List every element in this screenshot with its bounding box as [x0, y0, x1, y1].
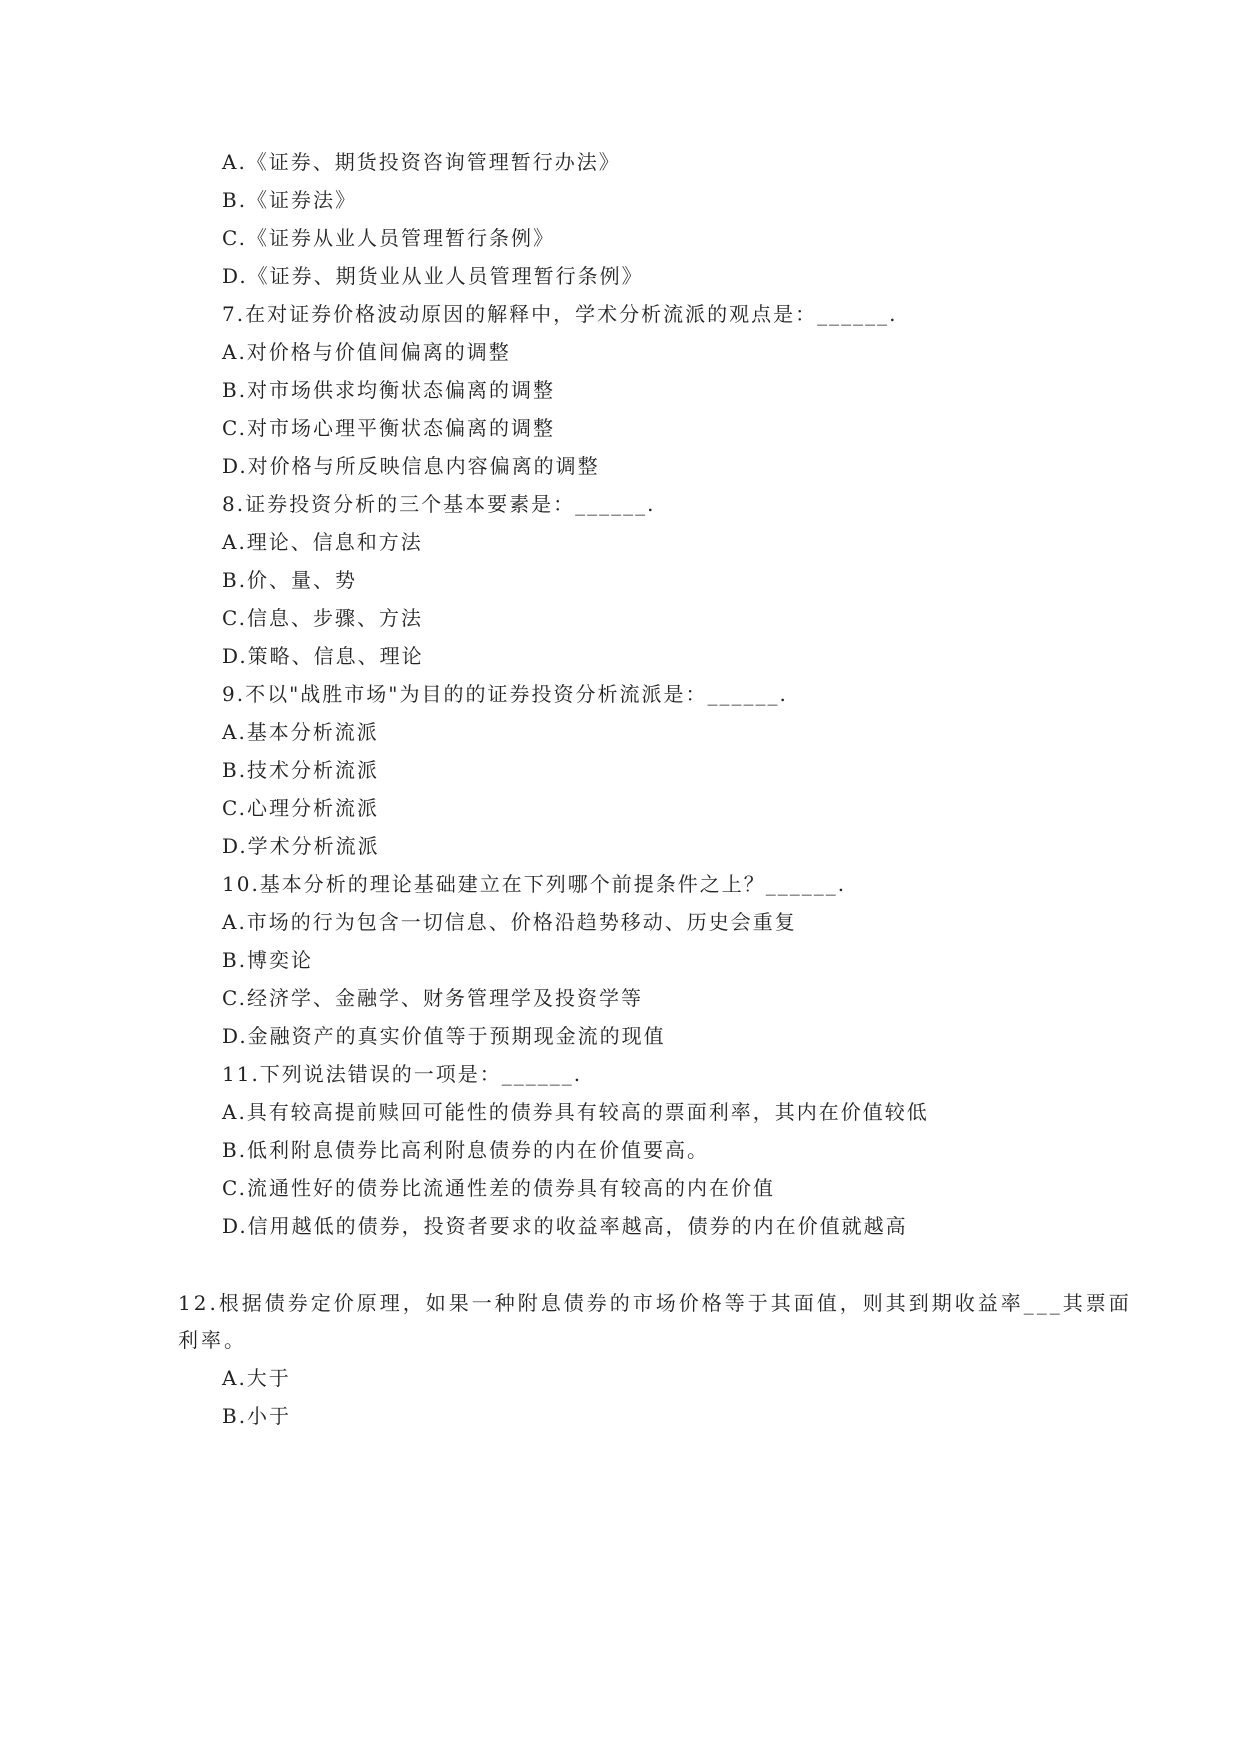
q8-option-a: A.理论、信息和方法 — [222, 530, 423, 554]
q12-question-line2: 利率。 — [178, 1328, 247, 1352]
q8-question: 8.证券投资分析的三个基本要素是：______. — [222, 492, 656, 516]
q9-option-c: C.心理分析流派 — [222, 796, 379, 820]
q11-option-d: D.信用越低的债券，投资者要求的收益率越高，债券的内在价值就越高 — [222, 1214, 908, 1238]
q11-question: 11.下列说法错误的一项是：______. — [222, 1062, 583, 1086]
q11-option-c: C.流通性好的债券比流通性差的债券具有较高的内在价值 — [222, 1176, 775, 1200]
q12-question-line1: 12.根据债券定价原理，如果一种附息债券的市场价格等于其面值，则其到期收益率___其票面 — [178, 1291, 1132, 1315]
q10-question: 10.基本分析的理论基础建立在下列哪个前提条件之上？______. — [222, 872, 847, 896]
q7-option-a: A.对价格与价值间偏离的调整 — [222, 340, 511, 364]
q7-option-d: D.对价格与所反映信息内容偏离的调整 — [222, 454, 600, 478]
q8-option-b: B.价、量、势 — [222, 568, 358, 592]
q12-option-a: A.大于 — [222, 1366, 291, 1390]
q6-option-c: C.《证券从业人员管理暂行条例》 — [222, 226, 555, 250]
q8-option-d: D.策略、信息、理论 — [222, 644, 424, 668]
q12-option-b: B.小于 — [222, 1404, 292, 1428]
q7-question: 7.在对证券价格波动原因的解释中，学术分析流派的观点是：______. — [222, 302, 898, 326]
q8-option-c: C.信息、步骤、方法 — [222, 606, 423, 630]
q10-option-a: A.市场的行为包含一切信息、价格沿趋势移动、历史会重复 — [222, 910, 797, 934]
q9-option-a: A.基本分析流派 — [222, 720, 379, 744]
q7-option-c: C.对市场心理平衡状态偏离的调整 — [222, 416, 555, 440]
q11-option-a: A.具有较高提前赎回可能性的债券具有较高的票面利率，其内在价值较低 — [222, 1100, 929, 1124]
q9-option-b: B.技术分析流派 — [222, 758, 380, 782]
q9-question: 9.不以"战胜市场"为目的的证券投资分析流派是：______. — [222, 682, 788, 706]
q10-option-c: C.经济学、金融学、财务管理学及投资学等 — [222, 986, 643, 1010]
q6-option-d: D.《证券、期货业从业人员管理暂行条例》 — [222, 264, 644, 288]
q10-option-b: B.博奕论 — [222, 948, 314, 972]
q10-option-d: D.金融资产的真实价值等于预期现金流的现值 — [222, 1024, 666, 1048]
q9-option-d: D.学术分析流派 — [222, 834, 380, 858]
q6-option-a: A.《证券、期货投资咨询管理暂行办法》 — [222, 150, 621, 174]
q7-option-b: B.对市场供求均衡状态偏离的调整 — [222, 378, 556, 402]
q11-option-b: B.低利附息债券比高利附息债券的内在价值要高。 — [222, 1138, 710, 1162]
q6-option-b: B.《证券法》 — [222, 188, 358, 212]
